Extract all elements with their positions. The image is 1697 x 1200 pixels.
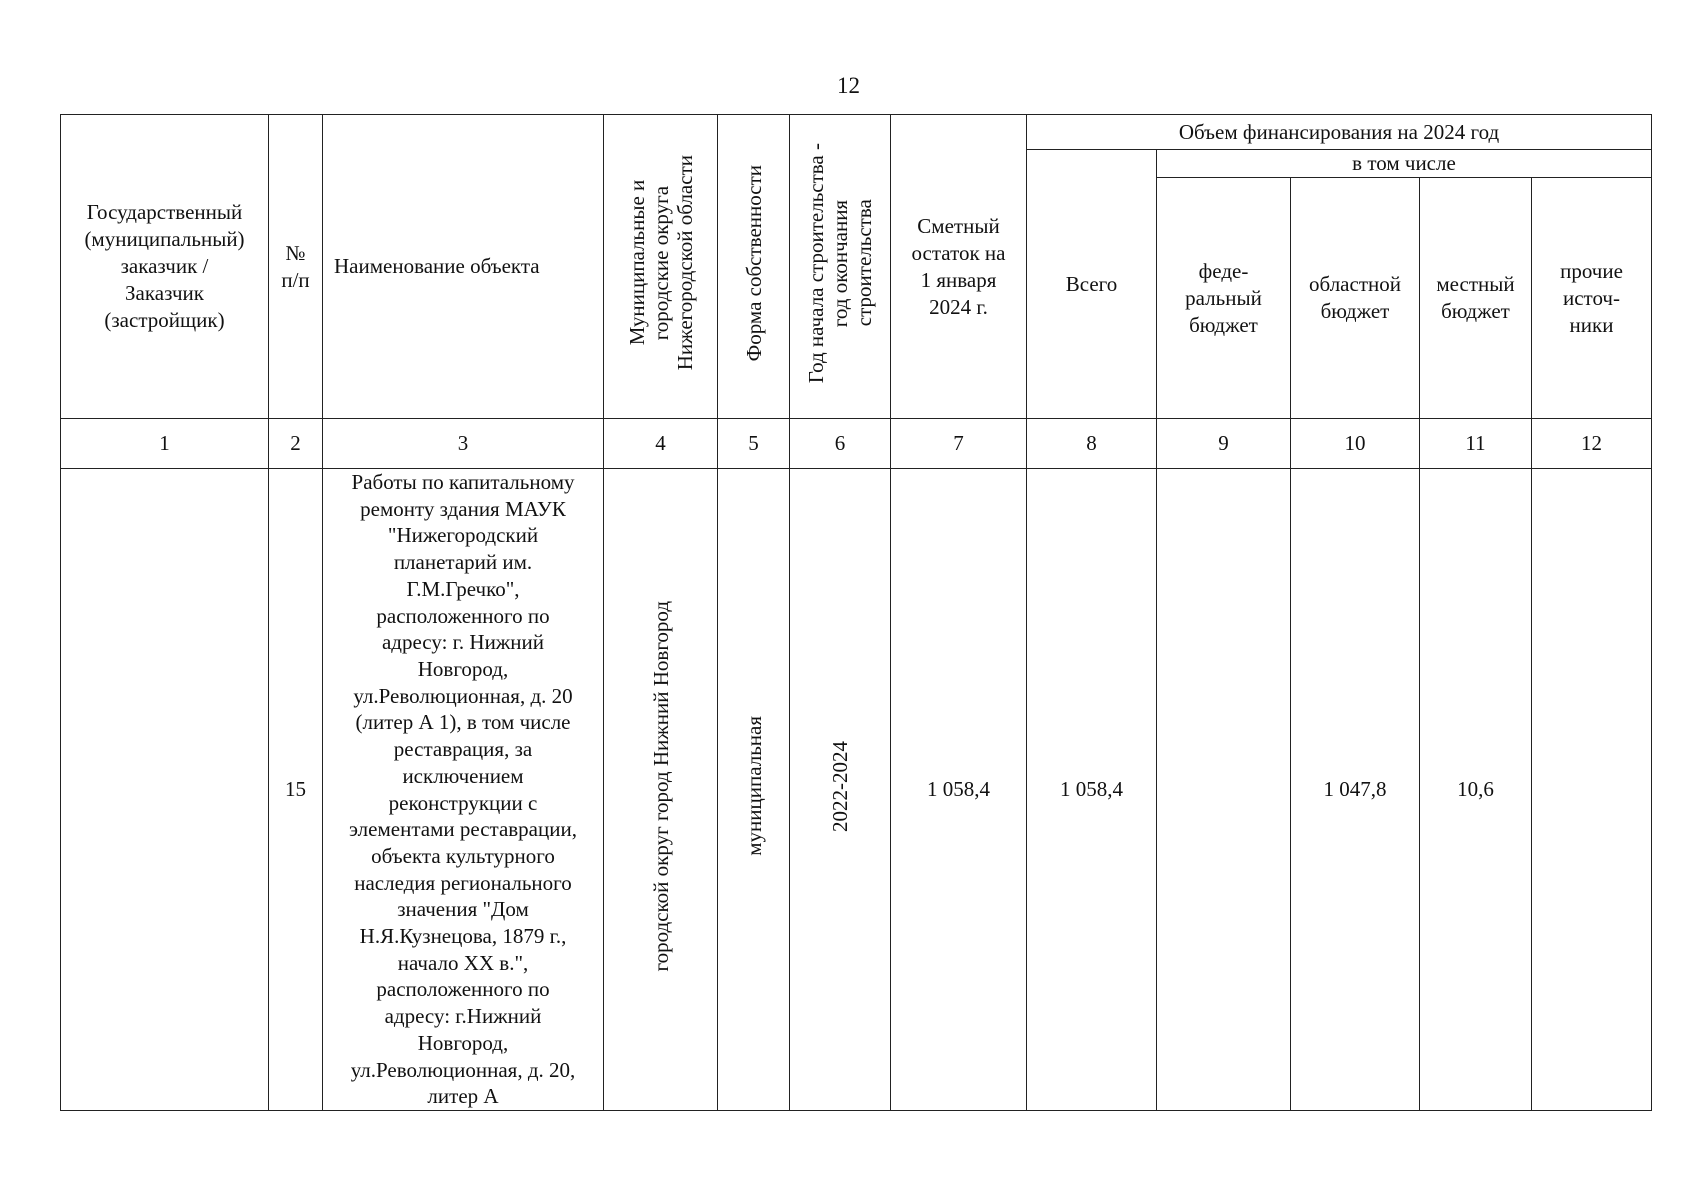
- header-other: [1532, 178, 1652, 419]
- text-line: источ-: [1563, 285, 1620, 310]
- text-line: Сметный: [917, 213, 1000, 238]
- text-line: остаток на: [911, 240, 1006, 265]
- table-row: [61, 469, 1652, 1111]
- header-row-number: [269, 115, 323, 419]
- text-line: (застройщик): [104, 308, 225, 332]
- text-line: местный: [1436, 272, 1515, 296]
- text-line: п/п: [281, 267, 310, 292]
- text-line: Новгород,: [417, 656, 509, 681]
- cell-local: 10,6: [1420, 469, 1532, 1111]
- text-line: "Нижегородский: [387, 523, 539, 548]
- text-line: расположенного по: [376, 603, 550, 628]
- text-line: расположенного по: [376, 977, 550, 1002]
- text-line: строительства: [852, 199, 876, 327]
- text-line: элементами реставрации,: [349, 817, 577, 842]
- header-regional: [1291, 178, 1420, 419]
- column-number: 1: [61, 419, 269, 469]
- cell-ownership: муниципальная: [718, 469, 790, 1111]
- column-number: 4: [604, 419, 718, 469]
- text-line: Год начала строительства -: [804, 142, 828, 384]
- column-number: 6: [790, 419, 891, 469]
- text-line: Работы по капитальному: [351, 470, 575, 495]
- text-line: Заказчик: [125, 281, 204, 305]
- text-line: ральный: [1185, 285, 1262, 310]
- column-number: 5: [718, 419, 790, 469]
- text-line: феде-: [1198, 258, 1249, 283]
- column-number: 3: [323, 419, 604, 469]
- text-line: реставрация, за: [393, 737, 533, 762]
- cell-object-description: [323, 469, 604, 1111]
- header-local: [1420, 178, 1532, 419]
- text-line: 2024 г.: [929, 294, 988, 319]
- column-number: 9: [1157, 419, 1291, 469]
- text-line: ники: [1569, 312, 1614, 337]
- cell-estimate: 1 058,4: [891, 469, 1027, 1111]
- text-line: бюджет: [1320, 299, 1390, 323]
- text-line: заказчик /: [120, 254, 209, 278]
- text-line: Н.Я.Кузнецова, 1879 г.,: [359, 924, 567, 949]
- text-line: ул.Революционная, д. 20,: [350, 1057, 576, 1082]
- column-number: 8: [1027, 419, 1157, 469]
- cell-municipality: городской округ город Нижний Новгород: [604, 469, 718, 1111]
- column-number-row: [61, 419, 1652, 469]
- header-estimate: [891, 115, 1027, 419]
- text-line: год окончания: [828, 199, 852, 327]
- text-line: исключением: [402, 763, 524, 788]
- header-years: [790, 115, 891, 419]
- text-line: бюджет: [1189, 312, 1258, 337]
- column-number: 11: [1420, 419, 1532, 469]
- column-number: 7: [891, 419, 1027, 469]
- cell-customer: [61, 469, 269, 1111]
- header-ownership: Форма собственности: [718, 115, 790, 419]
- text-line: бюджет: [1441, 299, 1510, 323]
- text-line: ул.Революционная, д. 20: [353, 683, 573, 708]
- header-including: в том числе: [1157, 150, 1652, 178]
- text-line: реконструкции с: [388, 790, 538, 815]
- header-funding: Объем финансирования на 2024 год: [1027, 115, 1652, 150]
- text-line: областной: [1309, 272, 1401, 296]
- cell-federal: [1157, 469, 1291, 1111]
- text-line: №: [285, 240, 306, 265]
- text-line: адресу: г.Нижний: [384, 1004, 542, 1029]
- text-line: 1 января: [920, 267, 997, 292]
- cell-total: 1 058,4: [1027, 469, 1157, 1111]
- text-line: прочие: [1560, 258, 1623, 283]
- text-line: планетарий им.: [393, 550, 533, 575]
- header-customer: [61, 115, 269, 419]
- text-line: Г.М.Гречко",: [406, 576, 520, 601]
- cell-other: [1532, 469, 1652, 1111]
- text-line: наследия регионального: [354, 870, 572, 895]
- column-number: 10: [1291, 419, 1420, 469]
- page-number: 12: [837, 73, 860, 98]
- text-line: городские округа: [648, 185, 673, 341]
- text-line: Новгород,: [417, 1030, 509, 1055]
- cell-row-number: 15: [269, 469, 323, 1111]
- text-line: (муниципальный): [84, 227, 245, 251]
- text-line: начало XX в.",: [397, 950, 529, 975]
- column-number: 12: [1532, 419, 1652, 469]
- column-number: 2: [269, 419, 323, 469]
- text-line: литер А: [427, 1084, 499, 1109]
- header-municipality: [604, 115, 718, 419]
- text-line: значения "Дом: [397, 897, 529, 922]
- text-line: (литер А 1), в том числе: [355, 710, 571, 735]
- cell-regional: 1 047,8: [1291, 469, 1420, 1111]
- header-total: Всего: [1027, 150, 1157, 419]
- header-object-name: Наименование объекта: [323, 115, 604, 419]
- text-line: Государственный: [86, 200, 243, 224]
- text-line: Муниципальные и: [624, 180, 649, 346]
- header-row-1: [61, 115, 1652, 150]
- text-line: объекта культурного: [371, 843, 555, 868]
- cell-years: 2022-2024: [790, 469, 891, 1111]
- header-federal: [1157, 178, 1291, 419]
- text-line: Нижегородской области: [672, 155, 697, 371]
- text-line: адресу: г. Нижний: [381, 630, 545, 655]
- text-line: ремонту здания МАУК: [360, 496, 566, 521]
- investment-table: [60, 114, 1652, 1111]
